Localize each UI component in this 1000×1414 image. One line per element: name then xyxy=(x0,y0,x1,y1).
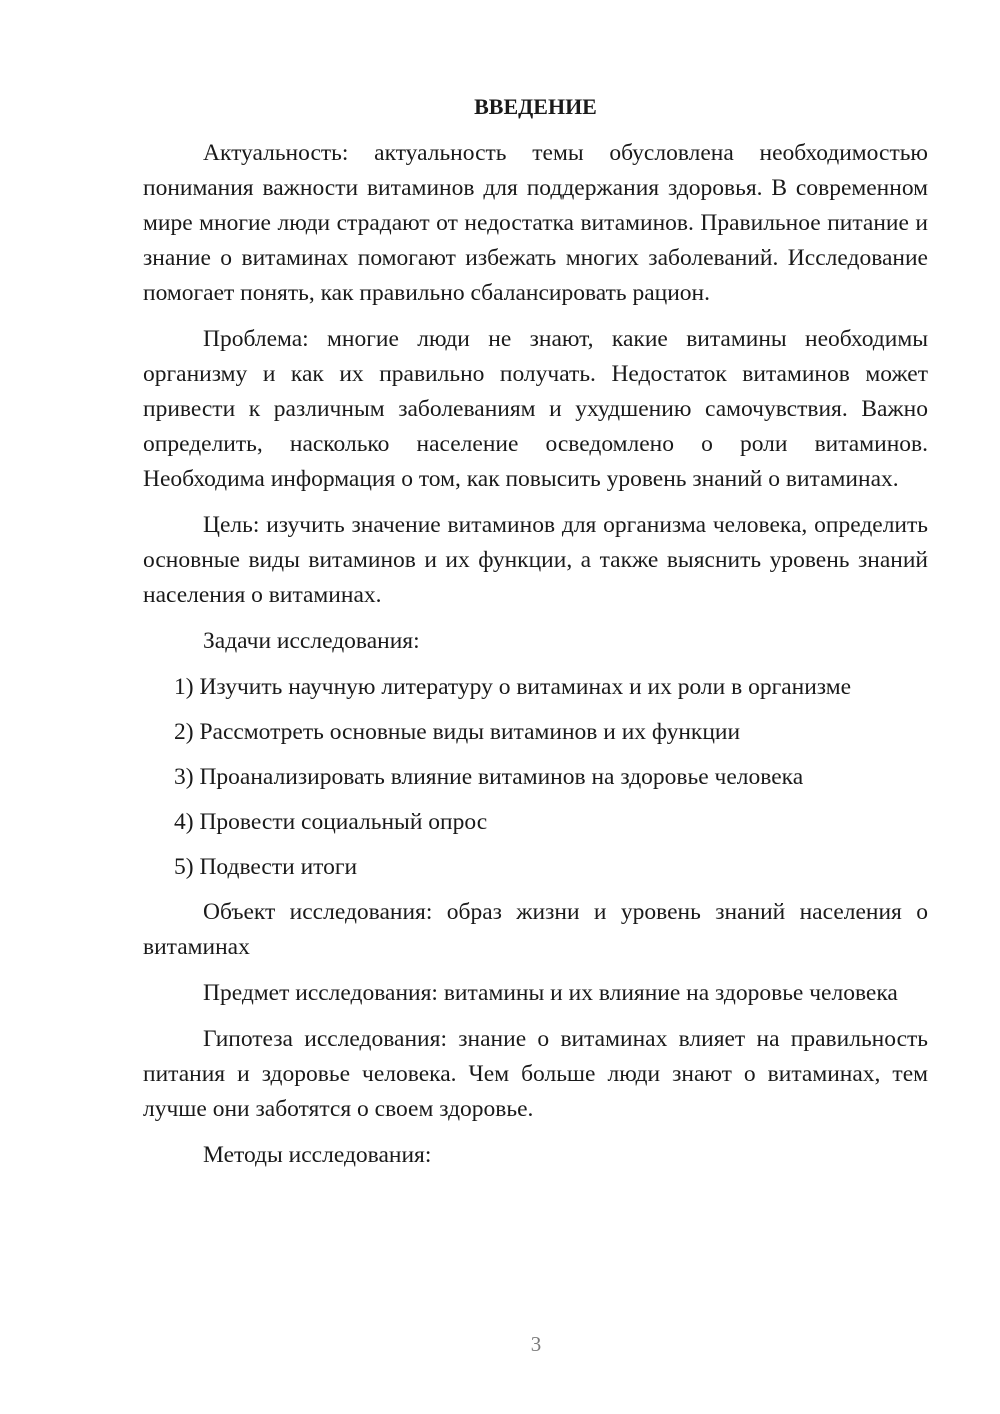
object-paragraph: Объект исследования: образ жизни и уровень знаний населения о витаминах xyxy=(143,899,928,960)
tasks-list xyxy=(143,670,928,885)
problem-paragraph: Проблема: многие люди не знают, какие витамины необходимы организму и как их правильно получать. Недостаток витаминов может привести к различным заболеваниям и ухудшению самочувствия. Важно определить, насколько население осведомлено о роли витаминов. Необходима информация о том, как повысить уровень знаний о витаминах. xyxy=(143,326,928,492)
relevance-paragraph: Актуальность: актуальность темы обусловлена необходимостью понимания важности витаминов для поддержания здоровья. В современном мире многие люди страдают от недостатка витаминов. Правильное питание и знание о витаминах помогают избежать многих заболеваний. Исследование помогает понять, как правильно сбалансировать рацион. xyxy=(143,140,928,306)
list-item: 4) Провести социальный опрос xyxy=(174,809,488,835)
page-number: 3 xyxy=(530,1332,542,1356)
goal-paragraph: Цель: изучить значение витаминов для организма человека, определить основные виды витаминов и их функции, а также выяснить уровень знаний населения о витаминах. xyxy=(143,512,928,608)
list-item: 2) Рассмотреть основные виды витаминов и их функции xyxy=(174,719,741,745)
document-page xyxy=(143,92,928,1184)
list-item: 5) Подвести итоги xyxy=(174,854,358,880)
section-title: ВВЕДЕНИЕ xyxy=(474,94,597,119)
list-item: 1) Изучить научную литературу о витаминах и их роли в организме xyxy=(174,674,852,700)
subject-paragraph: Предмет исследования: витамины и их влияние на здоровье человека xyxy=(203,980,898,1006)
tasks-heading: Задачи исследования: xyxy=(203,628,420,654)
hypothesis-paragraph: Гипотеза исследования: знание о витаминах влияет на правильность питания и здоровье человека. Чем больше люди знают о витаминах, тем лучше они заботятся о своем здоровье. xyxy=(143,1026,928,1122)
methods-heading: Методы исследования: xyxy=(203,1142,432,1168)
list-item: 3) Проанализировать влияние витаминов на здоровье человека xyxy=(174,764,804,790)
